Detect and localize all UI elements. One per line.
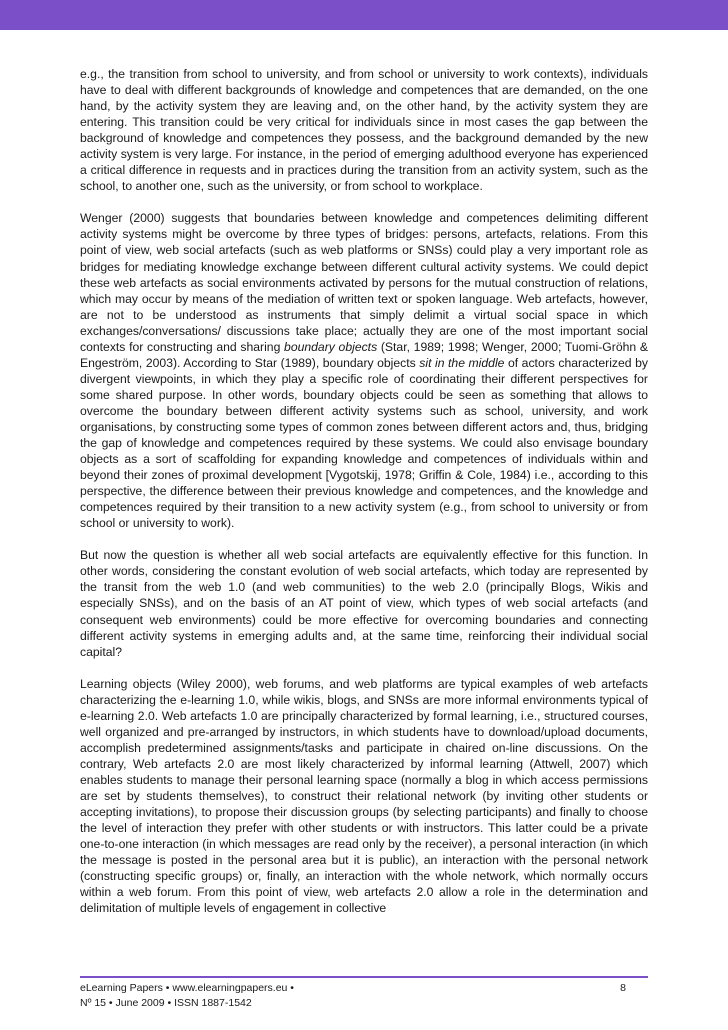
paragraph-1: e.g., the transition from school to university, and from school or university to work contexts), individuals have to deal with different backgrounds of knowledge and competences that are demanded, on the one hand, by the activity system they are leaving and, on the other hand, by the activity system they are entering. This transition could be very critical for individuals since in most cases the gap between the background of knowledge and competences they possess, and the background demanded by the new activity system is very large. For instance, in the period of emerging adulthood everyone has experienced a critical difference in requests and in practices during the transition from an activity system, such as the school, to another one, such as the university, or from school to workplace. — [80, 67, 648, 194]
emphasis-sit-in-the-middle: sit in the middle — [419, 355, 505, 370]
footer-divider — [80, 976, 648, 978]
article-body — [80, 66, 648, 932]
header-bar — [0, 0, 728, 30]
page-footer — [80, 981, 648, 1011]
footer-publication: eLearning Papers • www.elearningpapers.eu • — [80, 982, 294, 994]
footer-issue: Nº 15 • June 2009 • ISSN 1887-1542 — [80, 997, 252, 1009]
paragraph-2 — [80, 210, 648, 531]
emphasis-boundary-objects: boundary objects — [284, 339, 378, 354]
paragraph-4: Learning objects (Wiley 2000), web forums, and web platforms are typical examples of web artefacts characterizing the e-learning 1.0, while wikis, blogs, and SNSs are more informal environments typical of e-learning 2.0. Web artefacts 1.0 are principally characterized by formal learning, i.e., structured courses, well organized and pre-arranged by instructors, in which students have to download/upload documents, accomplish predetermined assignments/tasks and participate in chaired on-line discussions. On the contrary, Web artefacts 2.0 are most likely characterized by informal learning (Attwell, 2007) which enables students to manage their personal learning space (normally a blog in which access permissions are set by students themselves), to construct their relational network (by inviting other students or accepting invitations), to propose their discussion groups (by selecting participants) and finally to choose the level of interaction they prefer with other students or with instructors. This latter could be a private one-to-one interaction (in which messages are read only by the receiver), a personal interaction (in which the message is posted in the personal area but it is public), an interaction with the personal network (constructing specific groups) or, finally, an interaction with the whole network, which normally occurs within a web forum. From this point of view, web artefacts 2.0 allow a role in the determination and delimitation of multiple levels of engagement in collective — [80, 676, 648, 916]
paragraph-2-text-a: Wenger (2000) suggests that boundaries between knowledge and competences delimiting different activity systems might be overcome by three types of bridges: persons, artefacts, relations. From this point of view, web social artefacts (such as web platforms or SNSs) could play a very important role as bridges for mediating knowledge exchange between different cultural activity systems. We could depict these web artefacts as social environments activated by persons for the mutual construction of relations, which may occur by means of the mediation of written text or spoken language. Web artefacts, however, are not to be understood as instruments that simply delimit a virtual social space in which exchanges/conversations/ discussions take place; actually they are one of the most important social contexts for constructing and sharing — [80, 211, 648, 354]
paragraph-3: But now the question is whether all web social artefacts are equivalently effective for this function. In other words, considering the constant evolution of web social artefacts, which today are represented by the transit from the web 1.0 (and web communities) to the web 2.0 (principally Blogs, Wikis and especially SNSs), and on the basis of an AT point of view, which types of web social artefacts (and consequent web environments) could be more effective for overcoming boundaries and connecting different activity systems in emerging adults and, at the same time, reinforcing their individual social capital? — [80, 548, 648, 659]
paragraph-2-text-c: of actors characterized by divergent viewpoints, in which they play a specific role of coordinating their different perspectives for some shared purpose. In other words, boundary objects could be seen as something that allows to overcome the boundary between different activity systems such as school, university, and work organisations, by constructing some types of common zones between different actors and, thus, bridging the gap of knowledge and competences required by these systems. We could also envisage boundary objects as a sort of scaffolding for expanding knowledge and competences of individuals within and beyond their zones of proximal development [Vygotskij, 1978; Griffin & Cole, 1984) i.e., according to this perspective, the difference between their previous knowledge and competences, and the knowledge and competences required by their transition to a new activity system (e.g., from school to university or from school or university to work). — [80, 355, 648, 531]
paragraph-2-text-b: (Star, 1989; 1998; Wenger, 2000; Tuomi-Gröhn & Engeström, 2003). According to Star (1989), boundary objects — [80, 339, 648, 370]
page-number: 8 — [620, 982, 626, 994]
